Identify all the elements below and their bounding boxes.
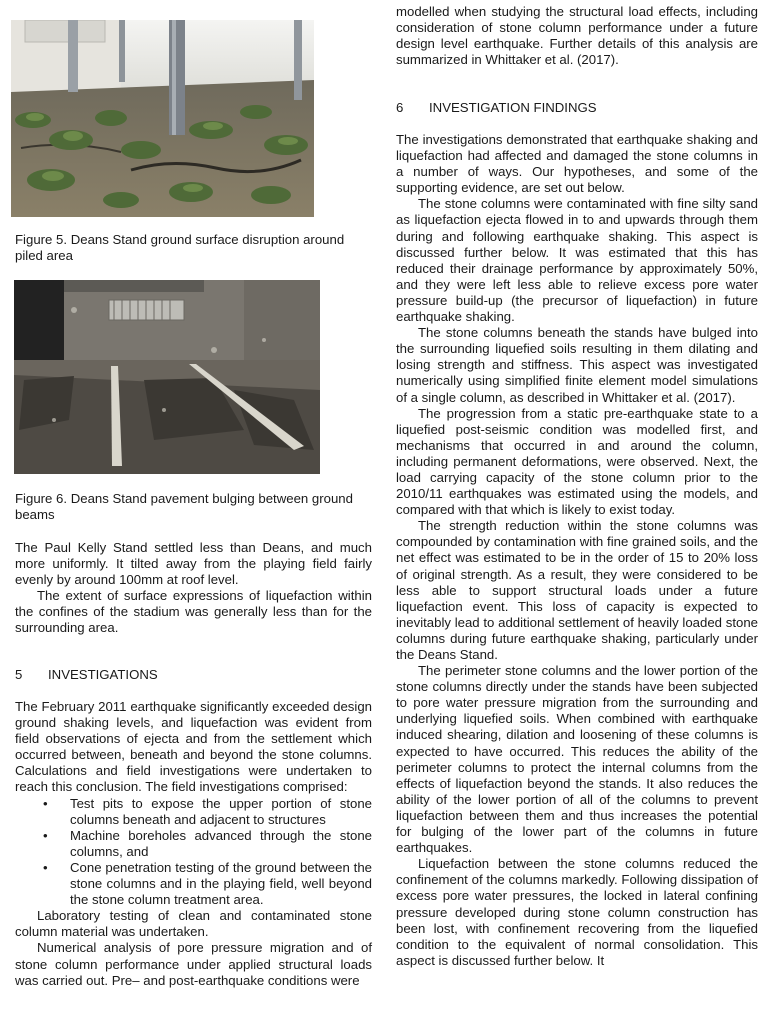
section-5-title: INVESTIGATIONS <box>48 667 158 682</box>
section-6-heading <box>396 100 758 116</box>
bullet-icon: • <box>43 827 48 843</box>
paragraph-investigations: The investigations demonstrated that earthquake shaking and liquefaction had affected and damaged the stone columns in a number of ways. Our hypotheses, and some of the supporting evidence, are set out below. <box>396 132 758 196</box>
paragraph-laboratory: Laboratory testing of clean and contaminated stone column material was undertaken. <box>15 908 372 940</box>
figure-6-caption: Figure 6. Deans Stand pavement bulging between ground beams <box>15 491 353 523</box>
paragraph-perimeter: The perimeter stone columns and the lower portion of the stone columns directly under the stands have been subjected to pore water pressure migration from the surrounding and underlying liquefied soils. When combined with earthquake induced shearing, dilation and loosening of these columns is expected to have occurred. This reduces the ability of the perimeter columns to protect the internal columns from the effects of liquefaction beyond the stands. It also reduces the ability of the lower portion of all of the columns to prevent liquefaction between them and thus increases the potential for bulging of the lower part of the columns in future earthquakes. <box>396 663 758 856</box>
paragraph-contaminated: The stone columns were contaminated with fine silty sand as liquefaction ejecta flowed in to and upwards through them during and following earthquake shaking. This aspect is discussed further below. It was estimated that this has reduced their drainage performance by approximately 50%, and they were left less able to relieve excess pore water pressure build-up (the precursor of liquefaction) in future earthquake shaking. <box>396 196 758 325</box>
section-6-body <box>396 132 758 969</box>
paragraph-paul-kelly: The Paul Kelly Stand settled less than Deans, and much more uniformly. It tilted away from the playing field fairly evenly by around 100mm at roof level. <box>15 540 372 588</box>
figure-5-caption: Figure 5. Deans Stand ground surface disruption around piled area <box>15 232 345 264</box>
section-6-number: 6 <box>396 100 404 115</box>
figure-5-photo <box>11 20 314 217</box>
paragraph-surface-expressions: The extent of surface expressions of liquefaction within the confines of the stadium was generally less than for the surrounding area. <box>15 588 372 636</box>
bullet-icon: • <box>43 859 48 875</box>
list-item: • Cone penetration testing of the ground between the stone columns and in the playing field, well beyond the stone column treatment area. <box>43 859 372 908</box>
figure-6-image <box>14 280 320 474</box>
figure-6-photo <box>14 280 320 474</box>
paragraph-feb-2011: The February 2011 earthquake significantly exceeded design ground shaking levels, and liquefaction was evident from field observations of ejecta and from the settlement which occurred between, beneath and beyond the stone columns. Calculations and field investigations were undertaken to reach this conclusion. The field investigations comprised: <box>15 699 372 795</box>
section-5-heading <box>15 667 372 683</box>
section-6-title: INVESTIGATION FINDINGS <box>429 100 597 115</box>
section-5-number: 5 <box>15 667 23 682</box>
paragraph-strength-reduction: The strength reduction within the stone columns was compounded by contamination with fine grained soils, and the net effect was estimated to be in the order of 15 to 20% loss of original strength. As a result, they were considered to be less able to support structural loads under a future liquefaction event. This loss of capacity is expected to inevitably lead to additional settlement of heavily loaded stone columns during future earthquake shaking, particularly under the Deans Stand. <box>396 518 758 662</box>
investigation-list <box>15 796 372 909</box>
paragraph-continued: modelled when studying the structural load effects, including consideration of stone column performance under a future design level earthquake. Further details of this analysis are summarized in Whittaker et al. (2017). <box>396 4 758 68</box>
left-body-text <box>15 540 372 637</box>
list-item: • Machine boreholes advanced through the stone columns, and <box>43 827 372 859</box>
paragraph-numerical: Numerical analysis of pore pressure migration and of stone column performance under applied structural loads was carried out. Pre– and post-earthquake conditions were <box>15 940 372 988</box>
section-5-body <box>15 699 372 989</box>
paragraph-confinement: Liquefaction between the stone columns reduced the confinement of the columns markedly. Following dissipation of excess pore water pressures, the locked in lateral confining pressure developed during stone column construction has been lost, with confinement recovering from the liquefied condition to the equivalent of normal consolidation. This aspect is discussed further below. It <box>396 856 758 968</box>
figure-5-image <box>11 20 314 217</box>
paragraph-progression: The progression from a static pre-earthquake state to a liquefied post-seismic condition was modelled first, and mechanisms that occurred in and around the column, including permanent deformations, were observed. Next, the load carrying capacity of the stone column prior to the 2010/11 earthquakes was estimated using the models, and compared with that which is likely to exist today. <box>396 405 758 518</box>
paragraph-bulged: The stone columns beneath the stands have bulged into the surrounding liquefied soils resulting in them dilating and losing strength and stiffness. This aspect was investigated numerically using simplified finite element model simulations of a single column, as described in Whittaker et al. (2017). <box>396 325 758 405</box>
list-item: • Test pits to expose the upper portion of stone columns beneath and adjacent to structures <box>43 795 372 827</box>
bullet-icon: • <box>43 795 48 811</box>
